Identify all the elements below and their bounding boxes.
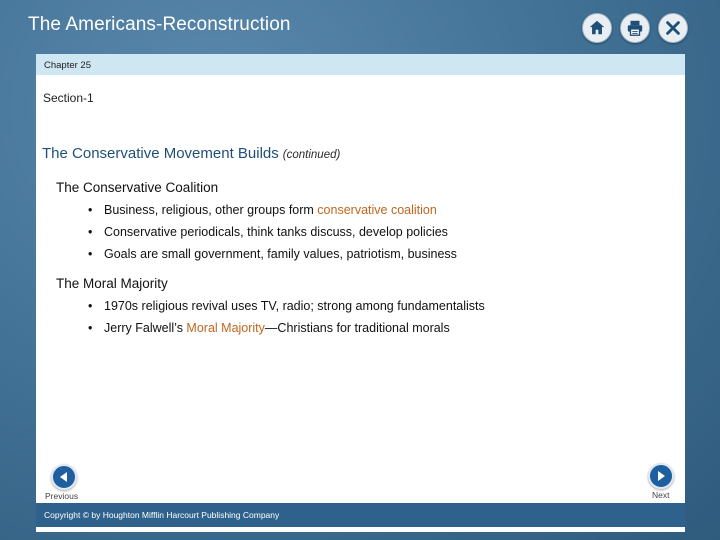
bullet-text: Jerry Falwell’s <box>104 321 187 335</box>
bullet-icon: • <box>88 299 93 313</box>
app-title: The Americans-Reconstruction <box>28 14 291 35</box>
previous-button[interactable] <box>51 464 77 490</box>
highlight-term: Moral Majority <box>186 321 265 335</box>
bullet-text: Conservative periodicals, think tanks discuss, develop policies <box>104 225 448 239</box>
chapter-label: Chapter 25 <box>44 60 92 71</box>
footer-bar <box>36 503 685 527</box>
bullet-icon: • <box>88 247 93 261</box>
bullet-text: Business, religious, other groups form <box>104 203 318 217</box>
topic-heading: The Conservative Coalition <box>56 180 219 195</box>
bullet-icon: • <box>88 225 93 239</box>
close-icon[interactable] <box>658 13 688 43</box>
slide-title-text: The Conservative Movement Builds <box>42 145 279 162</box>
toolbar <box>582 13 688 43</box>
slide-content <box>36 54 685 532</box>
home-icon[interactable] <box>582 13 612 43</box>
bullet-list <box>88 295 485 339</box>
bullet-icon: • <box>88 321 93 335</box>
list-item <box>88 221 457 243</box>
printer-icon[interactable] <box>620 13 650 43</box>
previous-label[interactable]: Previous <box>45 491 79 501</box>
list-item <box>88 199 457 221</box>
list-item <box>88 243 457 265</box>
slide-title-suffix: (continued) <box>282 149 341 161</box>
arrow-right-icon <box>655 470 667 482</box>
bullet-text-after: —Christians for traditional morals <box>264 321 450 335</box>
highlight-term: conservative coalition <box>317 203 437 217</box>
topic-heading: The Moral Majority <box>56 276 168 291</box>
next-button[interactable] <box>648 463 674 489</box>
bullet-text: Goals are small government, family values, patriotism, business <box>104 247 457 261</box>
bullet-icon: • <box>88 203 93 217</box>
section-label: Section-1 <box>43 91 94 105</box>
bullet-text: 1970s religious revival uses TV, radio; strong among fundamentalists <box>104 299 485 313</box>
list-item <box>88 317 485 339</box>
arrow-left-icon <box>58 471 70 483</box>
list-item <box>88 295 485 317</box>
chapter-bar <box>36 54 685 75</box>
bullet-list <box>88 199 457 265</box>
slide-title <box>42 145 340 162</box>
copyright-text: Copyright © by Houghton Mifflin Harcourt Publishing Company <box>44 510 280 520</box>
next-label[interactable]: Next <box>652 490 670 500</box>
